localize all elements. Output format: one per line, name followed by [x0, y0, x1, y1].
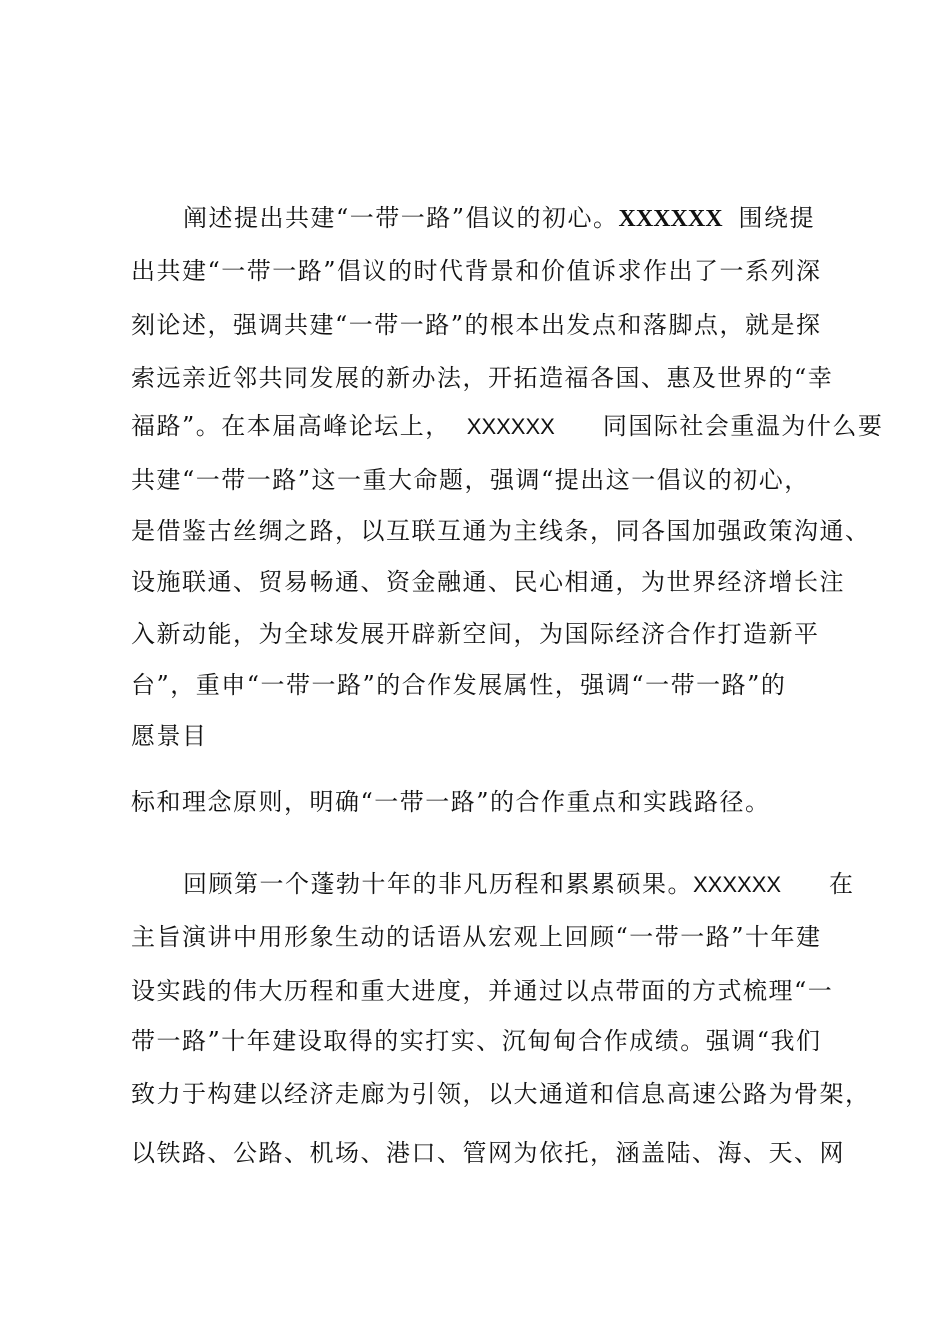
p1-text: 同国际社会重温为什么要 [602, 412, 884, 440]
paragraph-1-line-3: 刻论述，强调共建“一带一路”的根本出发点和落脚点，就是探 [131, 311, 822, 339]
redacted-name: XXXXXX [618, 206, 723, 232]
paragraph-1-line-7: 是借鉴古丝绸之路，以互联互通为主线条，同各国加强政策沟通、 [131, 517, 871, 545]
paragraph-1-line-9: 入新动能，为全球发展开辟新空间，为国际经济合作打造新平 [131, 620, 820, 648]
paragraph-2-line-4: 带一路”十年建设取得的实打实、沉甸甸合作成绩。强调“我们 [131, 1027, 822, 1055]
redacted-name: XXXXXX [466, 414, 555, 439]
p1-text: 围绕提 [738, 204, 816, 232]
paragraph-1-line-4: 索远亲近邻共同发展的新办法，开拓造福各国、惠及世界的“幸 [131, 364, 834, 392]
p2-text: 在 [829, 870, 855, 898]
paragraph-1-line-6: 共建“一带一路”这一重大命题，强调“提出这一倡议的初心， [131, 466, 810, 494]
paragraph-1-line-12: 标和理念原则，明确“一带一路”的合作重点和实践路径。 [131, 788, 771, 816]
paragraph-1-line-1 [183, 203, 833, 234]
paragraph-1-line-5 [131, 411, 884, 442]
paragraph-2-line-6: 以铁路、公路、机场、港口、管网为依托，涵盖陆、海、天、网 [131, 1139, 845, 1167]
p1-text: 阐述提出共建“一带一路”倡议的初心。 [183, 204, 619, 232]
paragraph-2-line-1 [183, 869, 855, 900]
paragraph-1-line-11: 愿景目 [131, 722, 208, 750]
paragraph-2-line-5: 致力于构建以经济走廊为引领，以大通道和信息高速公路为骨架， [131, 1080, 871, 1108]
paragraph-2-line-2: 主旨演讲中用形象生动的话语从宏观上回顾“一带一路”十年建 [131, 923, 822, 951]
p1-text: 福路”。在本届高峰论坛上， [131, 412, 451, 440]
p2-text: 回顾第一个蓬勃十年的非凡历程和累累硕果。 [183, 870, 693, 898]
paragraph-1-line-2: 出共建“一带一路”倡议的时代背景和价值诉求作出了一系列深 [131, 257, 822, 285]
paragraph-1-line-8: 设施联通、贸易畅通、资金融通、民心相通，为世界经济增长注 [131, 568, 845, 596]
paragraph-1-line-10: 台”，重申“一带一路”的合作发展属性，强调“一带一路”的 [131, 671, 787, 699]
redacted-name: XXXXXX [693, 872, 782, 897]
paragraph-2-line-3: 设实践的伟大历程和重大进度，并通过以点带面的方式梳理“一 [131, 977, 834, 1005]
